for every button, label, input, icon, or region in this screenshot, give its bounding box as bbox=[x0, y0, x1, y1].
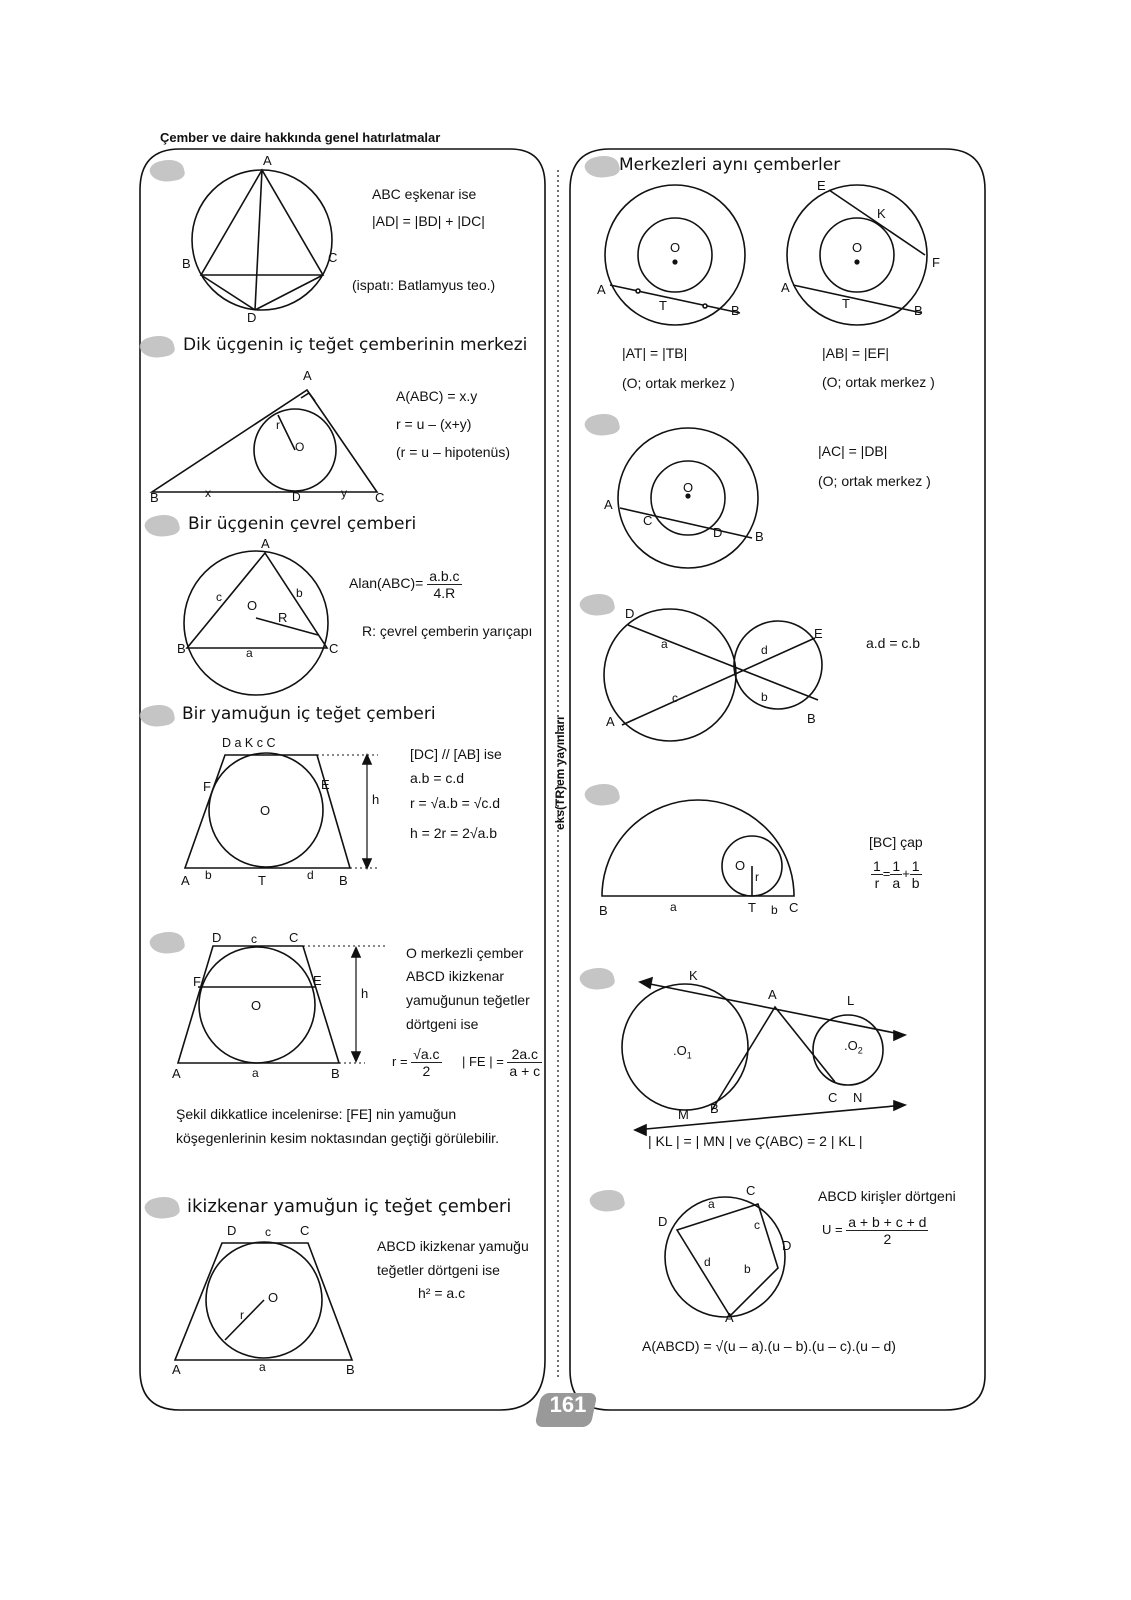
r4-label-a: a bbox=[670, 900, 677, 914]
r5-label-n: N bbox=[853, 1090, 863, 1105]
r3-label-d-small: d bbox=[761, 643, 768, 657]
l4-label-d: d bbox=[307, 868, 314, 882]
l3-title: Bir üçgenin çevrel çemberi bbox=[188, 514, 417, 534]
l4-label-h: h bbox=[372, 792, 380, 807]
l3-area-den: 4.R bbox=[433, 585, 456, 601]
l3-label-cc: C bbox=[329, 641, 339, 656]
l2-formula-2: r = u – (x+y) bbox=[396, 416, 472, 432]
l2-title: Dik üçgenin iç teğet çemberinin merkezi bbox=[183, 335, 528, 355]
r6-label-c: C bbox=[746, 1183, 756, 1198]
l6-label-c-small: c bbox=[265, 1225, 271, 1239]
page-number: 161 bbox=[549, 1392, 587, 1417]
l3-label-r: R bbox=[278, 610, 288, 625]
l4-label-t: T bbox=[258, 873, 266, 888]
r3-formula: a.d = c.b bbox=[866, 635, 921, 651]
l5-fe-num: 2a.c bbox=[507, 1046, 542, 1063]
r5-label-o1 bbox=[673, 1043, 692, 1061]
fig-equilateral-triangle bbox=[192, 170, 332, 310]
l6-label-d: D bbox=[227, 1223, 237, 1238]
fig-two-circles-tangents bbox=[622, 978, 905, 1135]
l1-label-d: D bbox=[247, 310, 257, 325]
l5-text-1: O merkezli çember bbox=[406, 945, 524, 961]
r4-frac-r bbox=[871, 858, 883, 891]
fig-circumcircle bbox=[184, 551, 328, 695]
r4-frac-b-den: b bbox=[911, 875, 920, 891]
r3-label-e: E bbox=[814, 626, 823, 641]
l5-fe-left: | FE | = bbox=[462, 1053, 504, 1069]
r5-label-k: K bbox=[689, 968, 698, 983]
l3-label-b: b bbox=[296, 586, 303, 600]
r3-label-b-small: b bbox=[761, 690, 768, 704]
r4-formula-1: [BC] çap bbox=[869, 834, 923, 850]
r6-u-num: a + b + c + d bbox=[848, 1214, 927, 1230]
fig-right-triangle-incircle bbox=[152, 390, 377, 492]
r3-label-b: B bbox=[807, 711, 816, 726]
r6-label-d1: D bbox=[658, 1214, 668, 1229]
r4-plus: + bbox=[902, 865, 910, 881]
r1-formula-2: |AB| = |EF| bbox=[822, 345, 890, 361]
r2-label-a: A bbox=[604, 497, 613, 512]
l1-text-2: |AD| = |BD| + |DC| bbox=[372, 213, 485, 229]
l6-title: ikizkenar yamuğun iç teğet çemberi bbox=[187, 1196, 512, 1217]
r4-frac-a bbox=[890, 858, 902, 891]
l5-r-num: √a.c bbox=[413, 1046, 440, 1062]
r1-label-b1: B bbox=[731, 303, 740, 318]
r4-label-c: C bbox=[789, 900, 799, 915]
r1-label-k: K bbox=[877, 206, 886, 221]
l5-r-left: r = bbox=[392, 1053, 408, 1069]
r4-label-r: r bbox=[755, 870, 759, 884]
l2-label-o: O bbox=[295, 440, 305, 454]
r1-label-a1: A bbox=[597, 282, 606, 297]
l3-label-bb: B bbox=[177, 641, 186, 656]
l5-observation-1: Şekil dikkatlice incelenirse: [FE] nin yamuğun bbox=[176, 1106, 457, 1122]
l2-formula-1: A(ABC) = x.y bbox=[396, 388, 478, 404]
fig-isosceles-trapezoid-fe bbox=[178, 946, 388, 1063]
l2-label-x: x bbox=[205, 486, 211, 500]
fig-isosceles-trapezoid-incircle bbox=[175, 1242, 352, 1360]
r5-label-m: M bbox=[678, 1107, 689, 1122]
r1-label-t2: T bbox=[842, 296, 850, 311]
l1-label-b: B bbox=[182, 256, 191, 271]
l1-label-c: C bbox=[328, 250, 338, 265]
r6-label-b-small: b bbox=[744, 1262, 751, 1276]
r5-o2-sub: 2 bbox=[857, 1045, 863, 1056]
l5-label-o: O bbox=[251, 998, 262, 1013]
l1-text-1: ABC eşkenar ise bbox=[372, 186, 477, 202]
r4-frac-r-num: 1 bbox=[873, 858, 881, 874]
fig-trapezoid-incircle bbox=[185, 753, 378, 868]
r1-label-t1: T bbox=[659, 298, 667, 313]
r1-label-b2: B bbox=[914, 303, 923, 318]
fig-cyclic-quadrilateral bbox=[665, 1197, 785, 1317]
r3-label-a-big: A bbox=[606, 714, 615, 729]
r6-u-fraction bbox=[846, 1214, 928, 1247]
l5-observation-2: köşegenlerinin kesim noktasından geçtiği görülebilir. bbox=[176, 1130, 499, 1146]
r1-label-e: E bbox=[817, 178, 826, 193]
r5-o1-main: .O bbox=[673, 1043, 687, 1058]
l5-label-c: C bbox=[289, 930, 299, 945]
page-header: Çember ve daire hakkında genel hatırlatmalar bbox=[160, 130, 441, 145]
l6-label-a-small: a bbox=[259, 1360, 266, 1374]
l3-area-num: a.b.c bbox=[429, 568, 460, 584]
l5-fe-fraction bbox=[507, 1046, 542, 1079]
r2-formula-1: |AC| = |DB| bbox=[818, 443, 888, 459]
l5-label-b: B bbox=[331, 1066, 340, 1081]
r1-label-a2: A bbox=[781, 280, 790, 295]
l4-label-a: A bbox=[181, 873, 190, 888]
l5-label-a-small: a bbox=[252, 1066, 259, 1080]
r6-label-d-small: d bbox=[704, 1255, 711, 1269]
r6-u-formula bbox=[822, 1214, 928, 1247]
l5-label-c-small: c bbox=[251, 932, 257, 946]
r1-formula-2b: (O; ortak merkez ) bbox=[822, 374, 935, 390]
r6-label-a: A bbox=[725, 1310, 734, 1325]
fig-semicircle bbox=[602, 800, 794, 896]
l5-r-formula bbox=[392, 1046, 442, 1079]
l2-label-d: D bbox=[292, 490, 301, 504]
r4-frac-b-num: 1 bbox=[911, 858, 920, 874]
l5-label-e: E bbox=[313, 973, 322, 988]
l4-formula-1: [DC] // [AB] ise bbox=[410, 746, 502, 762]
r5-label-b: B bbox=[710, 1101, 719, 1116]
l5-r-den: 2 bbox=[422, 1063, 431, 1079]
r5-formula: | KL | = | MN | ve Ç(ABC) = 2 | KL | bbox=[648, 1133, 863, 1149]
r5-o1-sub: 1 bbox=[686, 1050, 692, 1061]
r3-label-c: c bbox=[672, 691, 678, 705]
l5-fe-den: a + c bbox=[509, 1063, 541, 1079]
l6-text-2: teğetler dörtgeni ise bbox=[377, 1262, 500, 1278]
l3-label-o: O bbox=[247, 598, 258, 613]
side-publisher-text: eks(TR)em yayınları bbox=[553, 716, 567, 830]
l6-label-o: O bbox=[268, 1290, 279, 1305]
l2-label-a: A bbox=[303, 368, 312, 383]
r4-frac-a-num: 1 bbox=[892, 858, 901, 874]
l3-area-fraction bbox=[427, 568, 461, 601]
r5-label-l: L bbox=[847, 993, 855, 1008]
l3-label-a: A bbox=[261, 536, 270, 551]
l2-label-r: r bbox=[276, 418, 280, 432]
r5-label-o2 bbox=[844, 1038, 863, 1056]
r3-label-a: a bbox=[661, 637, 668, 651]
l4-label-o: O bbox=[260, 803, 271, 818]
l4-label-f: F bbox=[203, 779, 211, 794]
r4-frac-a-den: a bbox=[892, 875, 901, 891]
r1-label-o1: O bbox=[670, 240, 681, 255]
r4-eq: = bbox=[882, 865, 891, 881]
l4-top-labels: D a K c C bbox=[222, 736, 276, 750]
l5-label-d: D bbox=[212, 930, 222, 945]
r1-label-f: F bbox=[932, 255, 940, 270]
r3-label-d: D bbox=[625, 606, 635, 621]
l6-label-c: C bbox=[300, 1223, 310, 1238]
r1-title: Merkezleri aynı çemberler bbox=[619, 155, 841, 175]
l2-label-y: y bbox=[341, 486, 347, 500]
l5-label-a: A bbox=[172, 1066, 181, 1081]
r2-label-c: C bbox=[643, 513, 653, 528]
r6-area-formula: A(ABCD) = √(u – a).(u – b).(u – c).(u – d) bbox=[642, 1338, 896, 1354]
r6-label-d2: D bbox=[782, 1238, 792, 1253]
l3-area-formula bbox=[349, 568, 462, 601]
l3-label-c: c bbox=[216, 590, 222, 604]
r4-label-t: T bbox=[748, 900, 756, 915]
l4-label-bb: B bbox=[339, 873, 348, 888]
l6-text-1: ABCD ikizkenar yamuğu bbox=[377, 1238, 529, 1254]
l6-label-r: r bbox=[240, 1308, 244, 1322]
r1-label-o2: O bbox=[852, 240, 863, 255]
l5-text-3: yamuğunun teğetler bbox=[406, 992, 530, 1008]
l6-label-a: A bbox=[172, 1362, 181, 1377]
r6-label-a-small: a bbox=[708, 1197, 715, 1211]
l1-note: (ispatı: Batlamyus teo.) bbox=[352, 277, 496, 293]
r4-formula-2 bbox=[871, 858, 922, 891]
r2-label-b: B bbox=[755, 529, 764, 544]
l4-formula-3: r = √a.b = √c.d bbox=[410, 795, 501, 811]
l1-label-a: A bbox=[263, 153, 272, 168]
r1-formula-1b: (O; ortak merkez ) bbox=[622, 375, 735, 391]
l5-r-fraction bbox=[411, 1046, 441, 1079]
l5-fe-formula bbox=[462, 1046, 542, 1079]
l3-area-left: Alan(ABC)= bbox=[349, 575, 424, 592]
fig-tangent-circles bbox=[604, 609, 822, 741]
r5-o2-main: .O bbox=[844, 1038, 858, 1053]
r2-label-d: D bbox=[713, 525, 723, 540]
l4-formula-4: h = 2r = 2√a.b bbox=[410, 825, 498, 841]
l3-note: R: çevrel çemberin yarıçapı bbox=[362, 623, 533, 639]
r1-formula-1: |AT| = |TB| bbox=[622, 345, 688, 361]
l4-label-e: E bbox=[321, 777, 330, 792]
r6-u-den: 2 bbox=[883, 1231, 892, 1247]
r2-label-o: O bbox=[683, 480, 694, 495]
l4-title: Bir yamuğun iç teğet çemberi bbox=[182, 704, 436, 724]
r6-text-1: ABCD kirişler dörtgeni bbox=[818, 1188, 956, 1204]
r4-frac-b bbox=[910, 858, 922, 891]
r4-label-b: B bbox=[599, 903, 608, 918]
l6-text-3: h² = a.c bbox=[418, 1285, 466, 1301]
l4-formula-2: a.b = c.d bbox=[410, 770, 465, 786]
l4-label-b-small: b bbox=[205, 868, 212, 882]
r5-label-a: A bbox=[768, 987, 777, 1002]
r4-label-b-small: b bbox=[771, 903, 778, 917]
l3-label-aa: a bbox=[246, 646, 253, 660]
r5-label-c: C bbox=[828, 1090, 838, 1105]
l5-text-2: ABCD ikizkenar bbox=[406, 968, 505, 984]
r4-label-o: O bbox=[735, 858, 746, 873]
l5-label-h: h bbox=[361, 986, 369, 1001]
r6-label-c-small: c bbox=[754, 1218, 760, 1232]
r2-formula-2: (O; ortak merkez ) bbox=[818, 473, 931, 489]
l6-label-b: B bbox=[346, 1362, 355, 1377]
r4-frac-r-den: r bbox=[874, 875, 880, 891]
l5-label-f: F bbox=[193, 974, 201, 989]
l2-label-c: C bbox=[375, 490, 385, 505]
l2-label-b: B bbox=[150, 490, 159, 505]
r6-u-left: U = bbox=[822, 1221, 843, 1237]
l2-formula-3: (r = u – hipotenüs) bbox=[396, 444, 511, 460]
l5-text-4: dörtgeni ise bbox=[406, 1016, 479, 1032]
